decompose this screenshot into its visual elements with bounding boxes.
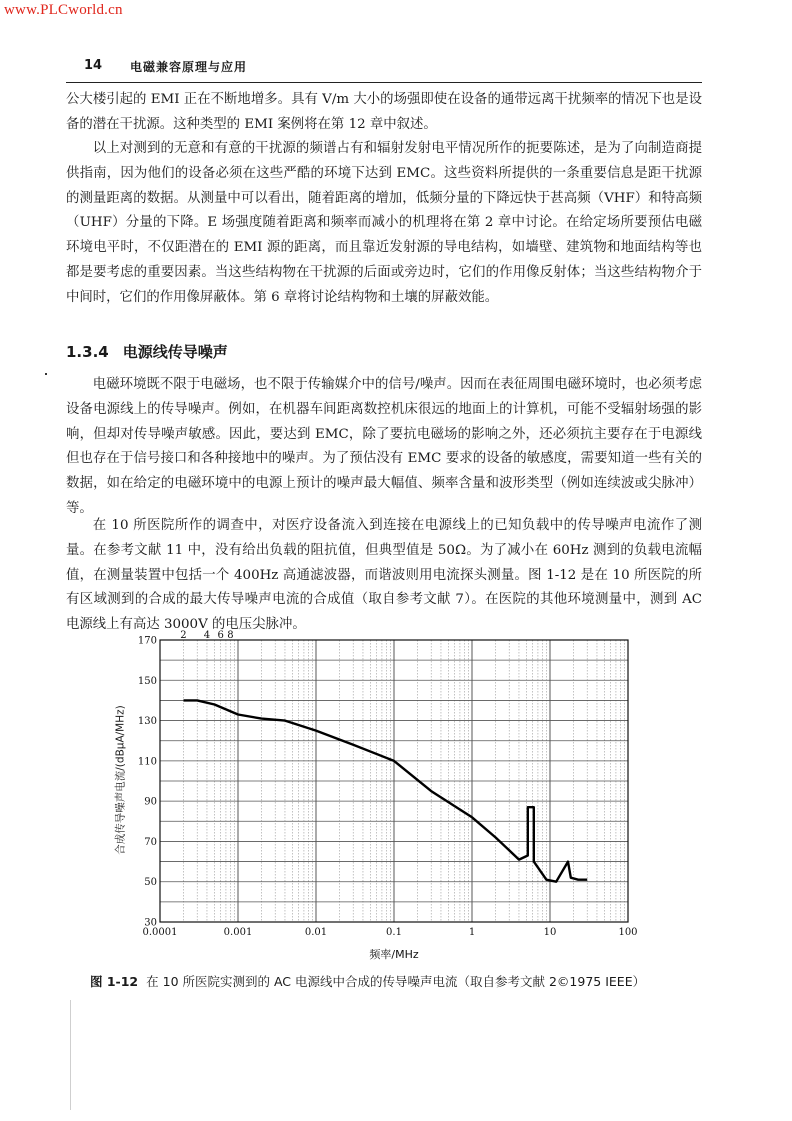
- section-title: 电源线传导噪声: [122, 343, 228, 361]
- y-tick-label: 70: [144, 836, 157, 848]
- margin-dot: [45, 373, 47, 375]
- paragraph-2: [66, 137, 702, 311]
- page-number: 14: [84, 58, 103, 73]
- x-tick-label: 0.1: [386, 927, 402, 938]
- y-tick-label: 90: [144, 796, 157, 808]
- paragraph-2-text: 以上对测到的无意和有意的干扰源的频谱占有和辐射发射电平情况所作的扼要陈述，是为了向制造商提供指南，因为他们的设备必须在这些严酷的环境下达到 EMC。这些资料所提供的一条重要信息是距干扰源的测量距离的数据。从测量中可以看出，随着距离的增加，低频分量的下降远快于甚高频（VHF）和特高频（UHF）分量的下降。E 场强度随着距离和频率而减小的机理将在第 2 章中讨论。在给定场所要预估电磁环境电平时，不仅距潜在的 EMI 源的距离，而且靠近发射源的导电结构，如墙壁、建筑物和地面结构等也都是要考虑的重要因素。当这些结构物在干扰源的后面或旁边时，它们的作用像反射体；当这些结构物介于中间时，它们的作用像屏蔽体。第 6 章将讨论结构物和土壤的屏蔽效能。: [66, 141, 702, 305]
- x-tick-label: 0.0001: [142, 927, 178, 938]
- x-tick-label: 100: [618, 927, 638, 938]
- paragraph-1: [66, 88, 702, 138]
- x-tick-label: 1: [468, 927, 476, 938]
- x-minor-tick-label: 8: [227, 630, 234, 641]
- x-tick-label: 10: [543, 927, 557, 938]
- paragraph-4: [66, 514, 702, 638]
- running-title: 电磁兼容原理与应用: [130, 60, 248, 74]
- y-tick-label: 130: [137, 716, 157, 728]
- paragraph-1-text: 公大楼引起的 EMI 正在不断地增多。具有 V/m 大小的场强即使在设备的通带远离干扰频率的情况下也是设备的潜在干扰源。这种类型的 EMI 案例将在第 12 章中叙述。: [66, 92, 702, 132]
- section-number: 1.3.4: [66, 343, 109, 361]
- scan-edge-line: [70, 1000, 71, 1110]
- section-heading: [66, 341, 228, 362]
- x-minor-tick-label: 4: [203, 630, 211, 641]
- y-tick-label: 30: [144, 917, 157, 929]
- y-axis-label-text: 合成传导噪声电流/(dBμA/MHz): [114, 705, 127, 855]
- x-tick-label: 0.01: [304, 927, 328, 938]
- y-tick-label: 150: [137, 675, 157, 687]
- x-tick-label: 0.001: [223, 927, 253, 938]
- paragraph-4-text: 在 10 所医院所作的调查中，对医疗设备流入到连接在电源线上的已知负载中的传导噪声电流作了测量。在参考文献 11 中，没有给出负载的阻抗值，但典型值是 50Ω。为了减小在 60Hz 测到的负载电流幅值，在测量装置中包括一个 400Hz 高通滤波器，而谐波则用电流探头测量。图 1-12 是在 10 所医院的所有区域测到的合成的最大传导噪声电流的合成值（取自参考文献 7）。在医院的其他环境测量中，测到 AC 电源线上有高达 3000V 的电压尖脉冲。: [66, 518, 702, 633]
- y-tick-label: 110: [137, 756, 157, 768]
- figure-chart: [110, 630, 650, 970]
- figure-caption: [90, 972, 645, 990]
- page-header: [66, 52, 702, 83]
- figure-number: 图 1-12: [90, 974, 139, 989]
- watermark: www.PLCworld.cn: [4, 2, 123, 18]
- y-tick-label: 170: [137, 635, 157, 647]
- x-axis-label: 频率/MHz: [369, 948, 419, 961]
- figure-caption-text: 在 10 所医院实测到的 AC 电源线中合成的传导噪声电流（取自参考文献 2©1975 IEEE）: [146, 974, 646, 989]
- y-tick-label: 50: [144, 877, 157, 889]
- chart-svg: [110, 630, 650, 970]
- paragraph-3: [66, 373, 702, 522]
- x-minor-tick-label: 2: [180, 630, 187, 641]
- paragraph-3-text: 电磁环境既不限于电磁场，也不限于传输媒介中的信号/噪声。因而在表征周围电磁环境时，也必须考虑设备电源线上的传导噪声。例如，在机器车间距离数控机床很远的地面上的计算机，可能不受辐射场强的影响，但却对传导噪声敏感。因此，要达到 EMC，除了要抗电磁场的影响之外，还必须抗主要存在于电源线但也存在于信号接口和各种接地中的噪声。为了预估没有 EMC 要求的设备的敏感度，需要知道一些有关的数据，如在给定的电磁环境中的电源上预计的噪声最大幅值、频率含量和波形类型（例如连续波或尖脉冲）等。: [66, 377, 702, 516]
- x-minor-tick-label: 6: [217, 630, 224, 641]
